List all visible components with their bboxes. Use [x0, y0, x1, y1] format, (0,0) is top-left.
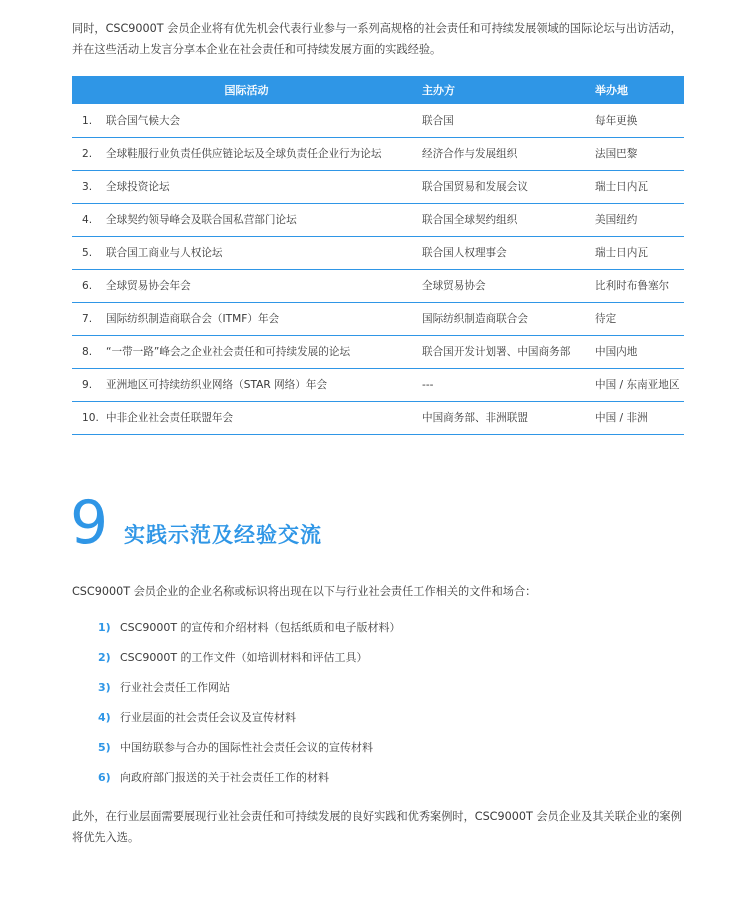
- header-location: 举办地: [593, 76, 684, 104]
- row-number: 3.: [82, 181, 93, 193]
- table-row: [72, 269, 684, 302]
- location-cell: 法国巴黎: [593, 137, 684, 170]
- activity-cell: [72, 170, 421, 203]
- activity-name: 亚洲地区可持续纺织业网络（STAR 网络）年会: [106, 379, 328, 391]
- organizer-cell: 国际纺织制造商联合会: [421, 302, 593, 335]
- list-text: 向政府部门报送的关于社会责任工作的材料: [120, 771, 329, 784]
- organizer-cell: 联合国: [421, 104, 593, 137]
- table-header-row: [72, 76, 684, 104]
- header-activity: 国际活动: [72, 76, 421, 104]
- activity-cell: [72, 104, 421, 137]
- table-row: [72, 401, 684, 434]
- activity-name: “一带一路”峰会之企业社会责任和可持续发展的论坛: [106, 346, 351, 358]
- activity-name: 全球契约领导峰会及联合国私营部门论坛: [106, 214, 297, 226]
- row-number: 7.: [82, 313, 93, 325]
- row-number: 2.: [82, 148, 93, 160]
- table-row: [72, 302, 684, 335]
- activity-name: 联合国气候大会: [106, 114, 181, 127]
- location-cell: 瑞士日内瓦: [593, 170, 684, 203]
- row-number: 8.: [82, 346, 93, 358]
- header-organizer: 主办方: [421, 76, 593, 104]
- list-number: 6): [98, 771, 111, 784]
- list-number: 4): [98, 711, 111, 724]
- row-number: 6.: [82, 280, 93, 292]
- international-activities-table: [72, 76, 684, 435]
- table-row: [72, 203, 684, 236]
- table-row: [72, 104, 684, 137]
- intro-paragraph: 同时，CSC9000T 会员企业将有优先机会代表行业参与一系列高规格的社会责任和可持续发展领域的国际论坛与出访活动，并在这些活动上发言分享本企业在社会责任和可持续发展方面的实践经验。: [72, 22, 682, 56]
- organizer-cell: 联合国贸易和发展会议: [421, 170, 593, 203]
- list-item: [98, 646, 401, 676]
- activity-cell: [72, 203, 421, 236]
- list-number: 5): [98, 741, 111, 754]
- list-number: 2): [98, 651, 111, 664]
- organizer-cell: 联合国全球契约组织: [421, 203, 593, 236]
- row-number: 9.: [82, 379, 93, 391]
- row-number: 5.: [82, 247, 93, 259]
- location-cell: 每年更换: [593, 104, 684, 137]
- location-cell: 中国 / 东南亚地区: [593, 368, 684, 401]
- section-lead: CSC9000T 会员企业的企业名称或标识将出现在以下与行业社会责任工作相关的文件和场合：: [72, 585, 537, 598]
- activity-cell: [72, 368, 421, 401]
- organizer-cell: 经济合作与发展组织: [421, 137, 593, 170]
- activity-name: 全球投资论坛: [106, 181, 170, 193]
- table-row: [72, 170, 684, 203]
- list-text: 行业层面的社会责任会议及宣传材料: [120, 711, 296, 724]
- location-cell: 比利时布鲁塞尔: [593, 269, 684, 302]
- location-cell: 瑞士日内瓦: [593, 236, 684, 269]
- list-text: CSC9000T 的宣传和介绍材料（包括纸质和电子版材料）: [120, 621, 401, 634]
- table-row: [72, 236, 684, 269]
- location-cell: 美国纽约: [593, 203, 684, 236]
- table-row: [72, 368, 684, 401]
- activity-cell: [72, 236, 421, 269]
- list-item: [98, 766, 401, 796]
- location-cell: 中国内地: [593, 335, 684, 368]
- activity-name: 国际纺织制造商联合会（ITMF）年会: [106, 313, 280, 325]
- section-number: 9: [70, 488, 109, 558]
- organizer-cell: 联合国开发计划署、中国商务部: [421, 335, 593, 368]
- list-text: CSC9000T 的工作文件（如培训材料和评估工具）: [120, 651, 368, 664]
- organizer-cell: ---: [421, 368, 593, 401]
- document-list: [98, 616, 401, 796]
- location-cell: 待定: [593, 302, 684, 335]
- activity-name: 联合国工商业与人权论坛: [106, 247, 223, 259]
- location-cell: 中国 / 非洲: [593, 401, 684, 434]
- activity-cell: [72, 401, 421, 434]
- organizer-cell: 全球贸易协会: [421, 269, 593, 302]
- activity-name: 全球贸易协会年会: [106, 280, 191, 292]
- organizer-cell: 联合国人权理事会: [421, 236, 593, 269]
- table-row: [72, 335, 684, 368]
- list-number: 1): [98, 621, 111, 634]
- activity-name: 全球鞋服行业负责任供应链论坛及全球负责任企业行为论坛: [106, 148, 382, 160]
- row-number: 10.: [82, 412, 99, 424]
- table-row: [72, 137, 684, 170]
- list-item: [98, 676, 401, 706]
- row-number: 1.: [82, 114, 93, 127]
- section-title: 实践示范及经验交流: [124, 523, 322, 547]
- list-number: 3): [98, 681, 111, 694]
- organizer-cell: 中国商务部、非洲联盟: [421, 401, 593, 434]
- activity-cell: [72, 302, 421, 335]
- list-item: [98, 706, 401, 736]
- activity-cell: [72, 335, 421, 368]
- list-item: [98, 616, 401, 646]
- row-number: 4.: [82, 214, 93, 226]
- list-text: 行业社会责任工作网站: [120, 681, 230, 694]
- activity-cell: [72, 269, 421, 302]
- list-text: 中国纺联参与合办的国际性社会责任会议的宣传材料: [120, 741, 373, 754]
- activity-name: 中非企业社会责任联盟年会: [106, 412, 234, 424]
- activity-cell: [72, 137, 421, 170]
- outro-paragraph: 此外，在行业层面需要展现行业社会责任和可持续发展的良好实践和优秀案例时，CSC9000T 会员企业及其关联企业的案例将优先入选。: [72, 810, 682, 844]
- list-item: [98, 736, 401, 766]
